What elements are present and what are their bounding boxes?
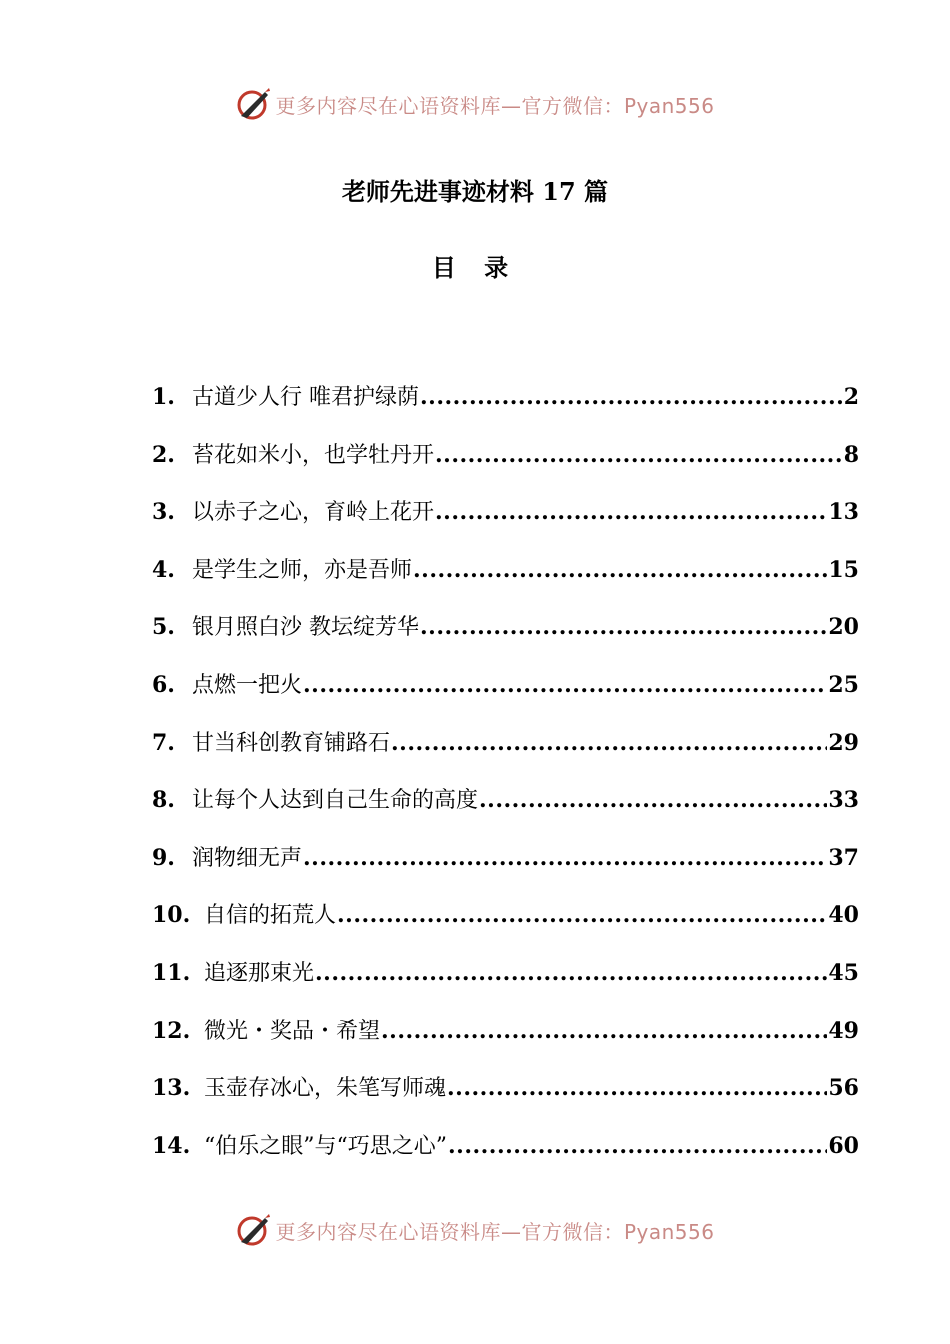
document-title: 老师先进事迹材料 17 篇 xyxy=(341,177,609,206)
toc-entry-number: 3. xyxy=(152,499,175,526)
toc-entry-page: 37 xyxy=(828,844,859,871)
toc-entry-number: 12. xyxy=(152,1017,191,1044)
toc-leader-dots xyxy=(448,1133,827,1159)
watermark-text: 更多内容尽在心语资料库—官方微信：Pyan556 xyxy=(275,1219,715,1244)
toc-entry-number: 10. xyxy=(152,902,191,929)
toc-entry-page: 60 xyxy=(828,1132,859,1159)
toc-entry-page: 49 xyxy=(828,1017,859,1044)
toc-entry-title: 苔花如米小，也学牡丹开 xyxy=(192,442,435,468)
toc-entry-page: 29 xyxy=(828,729,859,756)
watermark-text: 更多内容尽在心语资料库—官方微信：Pyan556 xyxy=(275,93,715,118)
toc-entry-page: 45 xyxy=(828,959,859,986)
toc-entry-number: 8. xyxy=(152,787,175,814)
toc-entry-title: 古道少人行 唯君护绿荫 xyxy=(192,385,419,410)
toc-entry[interactable] xyxy=(152,380,859,438)
toc-entry-page: 2 xyxy=(843,384,859,410)
toc-entry-title: 是学生之师，亦是吾师 xyxy=(192,557,413,583)
toc-entry-number: 1. xyxy=(152,384,175,410)
toc-entry[interactable] xyxy=(152,1014,859,1072)
toc-entry-title: 微光・奖品・希望 xyxy=(204,1018,381,1044)
toc-entry-title: 让每个人达到自己生命的高度 xyxy=(192,788,479,814)
toc-entry-page: 20 xyxy=(828,614,859,641)
toc-entry[interactable] xyxy=(152,898,859,956)
toc-leader-dots xyxy=(315,960,827,986)
toc-entry[interactable] xyxy=(152,495,859,553)
toc-leader-dots xyxy=(435,442,843,468)
toc-entry-number: 4. xyxy=(152,556,175,583)
toc-entry-title: 银月照白沙 教坛绽芳华 xyxy=(192,615,419,641)
toc-leader-dots xyxy=(303,845,827,871)
toc-leader-dots xyxy=(391,730,827,756)
toc-leader-dots xyxy=(303,672,827,698)
toc-entry[interactable] xyxy=(152,1071,859,1129)
toc-leader-dots xyxy=(337,902,827,928)
toc-entry-title: “伯乐之眼”与“巧思之心” xyxy=(204,1133,447,1159)
toc-heading: 目 录 xyxy=(431,253,519,282)
toc-entry[interactable] xyxy=(152,553,859,611)
toc-leader-dots xyxy=(447,1075,827,1101)
toc-entry-title: 追逐那束光 xyxy=(204,960,315,986)
toc-entry-page: 33 xyxy=(828,787,859,814)
toc-entry[interactable] xyxy=(152,438,859,496)
toc-entry[interactable] xyxy=(152,841,859,899)
toc-entry-number: 6. xyxy=(152,671,175,698)
toc-entry-number: 7. xyxy=(152,729,175,756)
toc-entry-page: 8 xyxy=(843,441,859,468)
toc-entry-number: 9. xyxy=(152,844,175,871)
toc-entry-number: 13. xyxy=(152,1075,191,1102)
toc-entry[interactable] xyxy=(152,668,859,726)
toc-entry[interactable] xyxy=(152,956,859,1014)
quill-logo-icon xyxy=(235,1212,271,1248)
toc-entry-page: 40 xyxy=(828,902,859,929)
toc-entry[interactable] xyxy=(152,726,859,784)
toc-entry-page: 15 xyxy=(828,556,859,583)
header-watermark xyxy=(0,84,950,124)
toc-entry-number: 2. xyxy=(152,441,175,468)
toc-entry-title: 润物细无声 xyxy=(192,845,303,871)
quill-logo-icon xyxy=(235,86,271,122)
toc-entry[interactable] xyxy=(152,783,859,841)
footer-watermark xyxy=(0,1210,950,1250)
toc-entry[interactable] xyxy=(152,1129,859,1187)
toc-entry[interactable] xyxy=(152,610,859,668)
toc-entry-page: 13 xyxy=(828,499,859,526)
toc-entry-title: 甘当科创教育铺路石 xyxy=(192,730,391,756)
table-of-contents xyxy=(152,380,859,1186)
toc-entry-page: 25 xyxy=(828,671,859,698)
toc-entry-title: 自信的拓荒人 xyxy=(204,903,337,929)
toc-leader-dots xyxy=(381,1018,827,1044)
toc-leader-dots xyxy=(435,499,827,525)
toc-entry-page: 56 xyxy=(828,1075,859,1102)
toc-entry-number: 14. xyxy=(152,1132,191,1159)
toc-leader-dots xyxy=(479,787,827,813)
toc-entry-number: 5. xyxy=(152,614,175,641)
toc-entry-title: 点燃一把火 xyxy=(192,672,303,698)
toc-leader-dots xyxy=(420,384,843,410)
toc-leader-dots xyxy=(420,614,827,640)
toc-entry-title: 以赤子之心，育岭上花开 xyxy=(192,500,435,526)
toc-leader-dots xyxy=(413,557,827,583)
toc-entry-number: 11. xyxy=(152,959,191,986)
toc-entry-title: 玉壶存冰心，朱笔写师魂 xyxy=(204,1076,447,1102)
